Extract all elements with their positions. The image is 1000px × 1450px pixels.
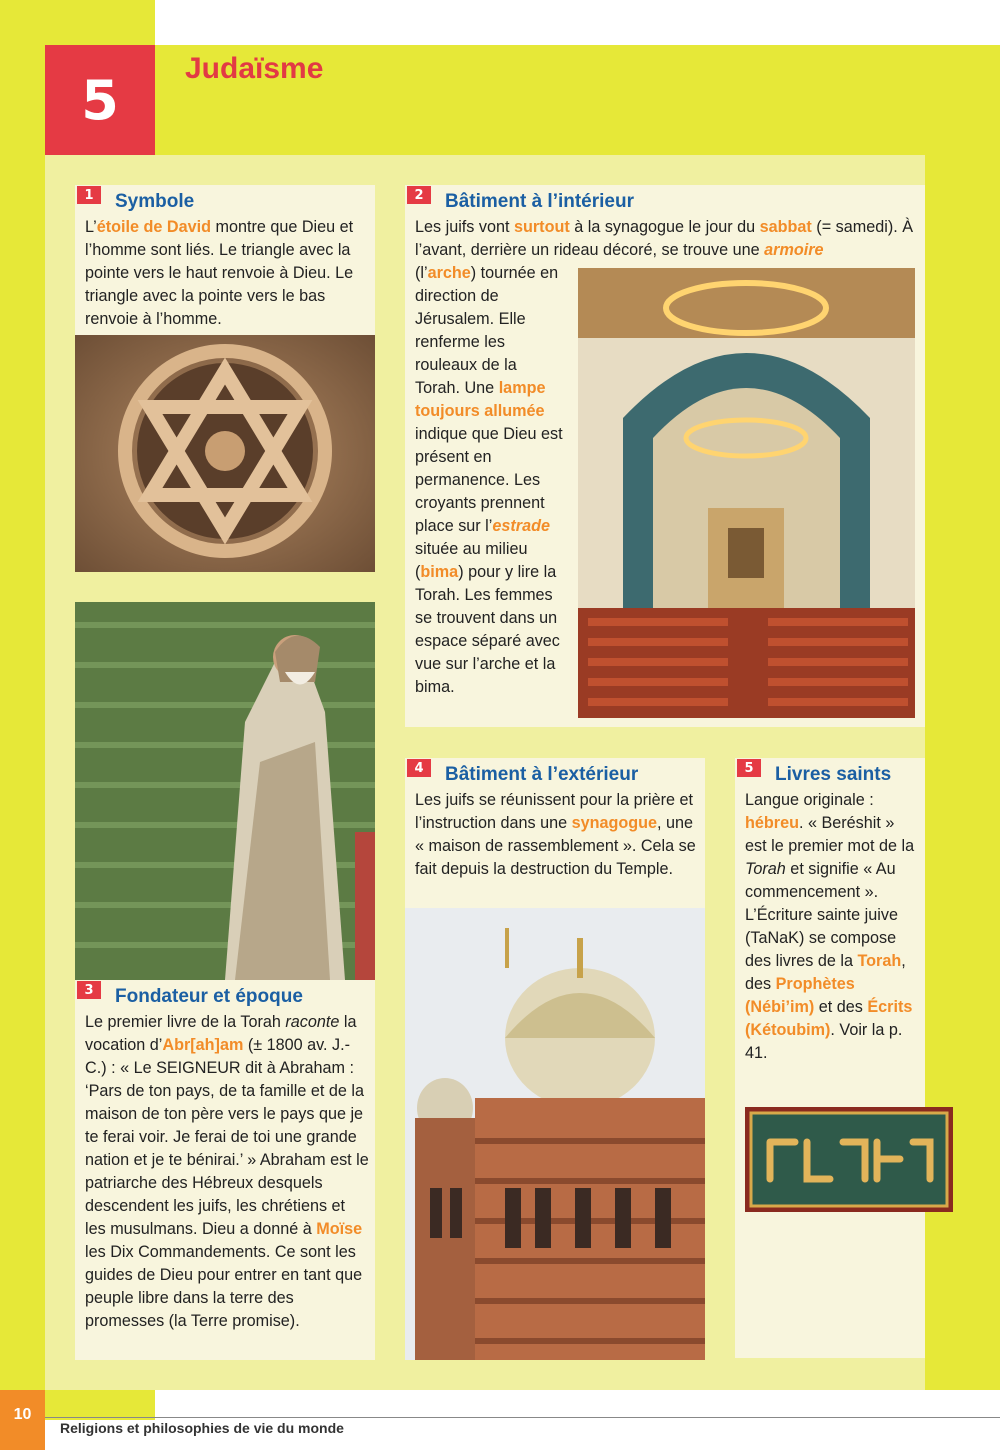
section-text-continued: (l’arche) tournée en direction de Jérusalem. Elle renferme les rouleaux de la Torah. Une lampe toujours allumée indique que Dieu est présent en permanence. Les croyants prennent place sur l’estrade située au milieu (bima) pour y lire la Torah. Les femmes se trouvent dans un espace séparé avec vue sur l’arche et la bima. — [415, 264, 563, 696]
section-title: Fondateur et époque — [115, 986, 303, 1007]
section-text: Langue originale : hébreu. « Beréshit » est le premier mot de la Torah et signifie « Au commencement ». L’Écriture sainte juive (TaNaK) se compose des livres de la Torah, des Prophètes (Nébi’im) et des Écrits (Kétoubim). Voir la p. 41. — [745, 791, 915, 1062]
section-text: Les juifs vont surtout à la synagogue le jour du sabbat (= samedi). À l’avant, derrière un rideau décoré, se trouve une armoire — [415, 218, 914, 259]
chapter-number: 5 — [45, 45, 155, 155]
section-number: 1 — [77, 186, 101, 204]
section-title: Bâtiment à l’intérieur — [445, 191, 634, 212]
bereshit-manuscript-image — [745, 1107, 953, 1212]
section-number: 5 — [737, 759, 761, 777]
star-of-david-image — [75, 335, 375, 572]
section-number: 4 — [407, 759, 431, 777]
section-text: Les juifs se réunissent pour la prière et l’instruction dans une synagogue, une « maison de rassemblement ». Cela se fait depuis la destruction du Temple. — [415, 791, 696, 878]
footer-divider — [45, 1417, 1000, 1418]
abraham-image — [75, 602, 375, 980]
synagogue-interior-image — [578, 268, 915, 718]
chapter-title: Judaïsme — [185, 52, 324, 85]
section-title: Livres saints — [775, 764, 892, 785]
section-text: Le premier livre de la Torah raconte la vocation d’Abr[ah]am (± 1800 av. J.-C.) : « Le SEIGNEUR dit à Abraham : ‘Pars de ton pays, de ta famille et de la maison de ton père vers le pays que je te ferai voir. Je ferai de toi une grande nation et je te bénirai.’ » Abraham est le patriarche des Hébreux desquels descendent les juifs, les chrétiens et les musulmans. Dieu a donné à Moïse les Dix Commandements. Ce sont les guides de Dieu pour entrer en tant que peuple libre dans la terre des promesses (la Terre promise). — [85, 1013, 369, 1330]
section-title: Symbole — [115, 191, 195, 212]
synagogue-exterior-image — [405, 908, 705, 1360]
section-number: 2 — [407, 186, 431, 204]
footer-book-title: Religions et philosophies de vie du monde — [60, 1420, 344, 1436]
section-text: L’étoile de David montre que Dieu et l’homme sont liés. Le triangle avec la pointe vers le haut renvoie à Dieu. Le triangle avec la pointe vers le bas renvoie à l’homme. — [85, 218, 354, 328]
page-number: 10 — [13, 1406, 32, 1423]
section-number: 3 — [77, 981, 101, 999]
section-title: Bâtiment à l’extérieur — [445, 764, 639, 785]
